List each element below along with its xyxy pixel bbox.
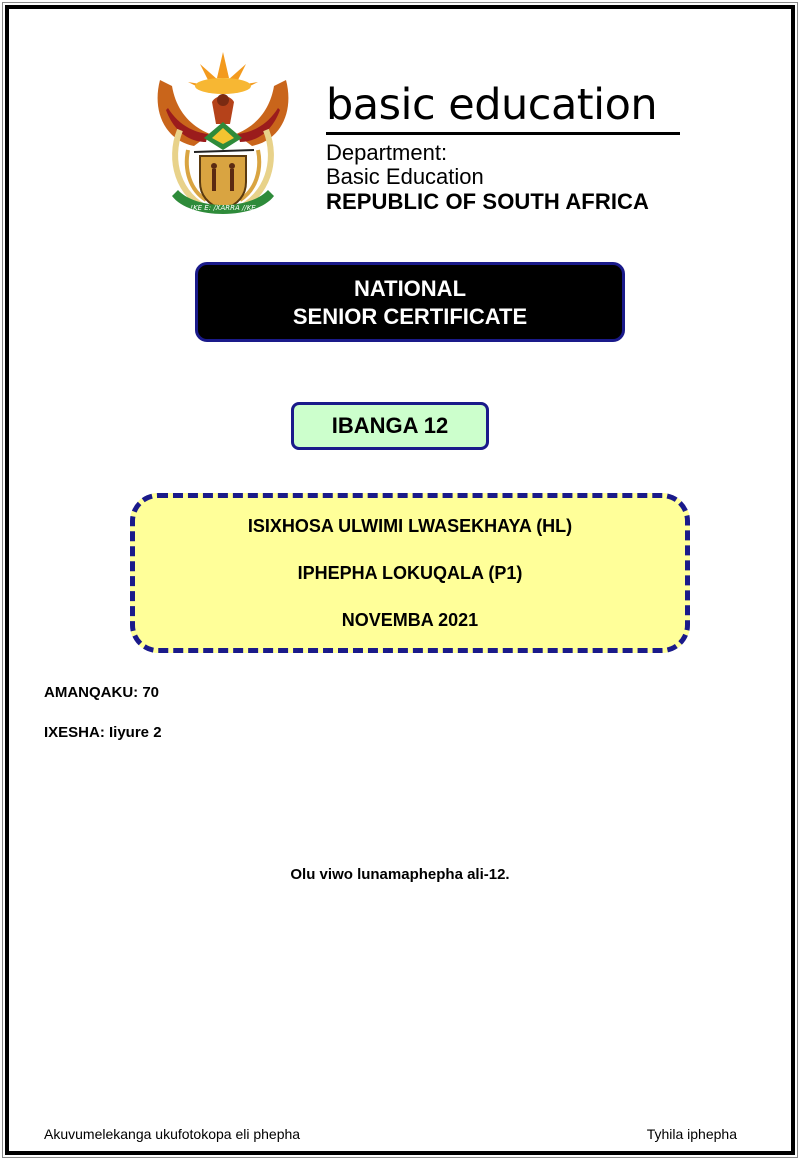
exam-session: NOVEMBA 2021: [341, 610, 479, 630]
subject-title: ISIXHOSA ULWIMI LWASEKHAYA (HL): [247, 516, 573, 536]
nsc-banner: [195, 262, 625, 342]
grade-badge: IBANGA 12: [291, 402, 489, 450]
subject-box: [130, 493, 690, 653]
logo-divider: [326, 132, 680, 135]
footer-turn-page: Tyhila iphepha: [646, 1126, 737, 1142]
pages-note: Olu viwo lunamaphepha ali-12.: [290, 866, 510, 883]
coat-of-arms-icon: [150, 50, 296, 220]
motto-text: !KE E: /XARRA //KE: [190, 204, 256, 212]
banner-line-2: SENIOR CERTIFICATE: [292, 304, 528, 329]
footer-copyright-notice: Akuvumelekanga ukufotokopa eli phepha: [44, 1126, 301, 1142]
marks-label: AMANQAKU: 70: [44, 684, 160, 701]
department-logo: [326, 82, 682, 215]
logo-main-text: basic education: [326, 80, 658, 130]
logo-country: REPUBLIC OF SOUTH AFRICA: [326, 189, 650, 214]
logo-department-label: Department:: [326, 140, 448, 165]
logo-department-name: Basic Education: [326, 164, 484, 189]
time-label: IXESHA: Iiyure 2: [44, 724, 162, 741]
paper-title: IPHEPHA LOKUQALA (P1): [297, 563, 523, 583]
banner-line-1: NATIONAL: [353, 276, 467, 301]
